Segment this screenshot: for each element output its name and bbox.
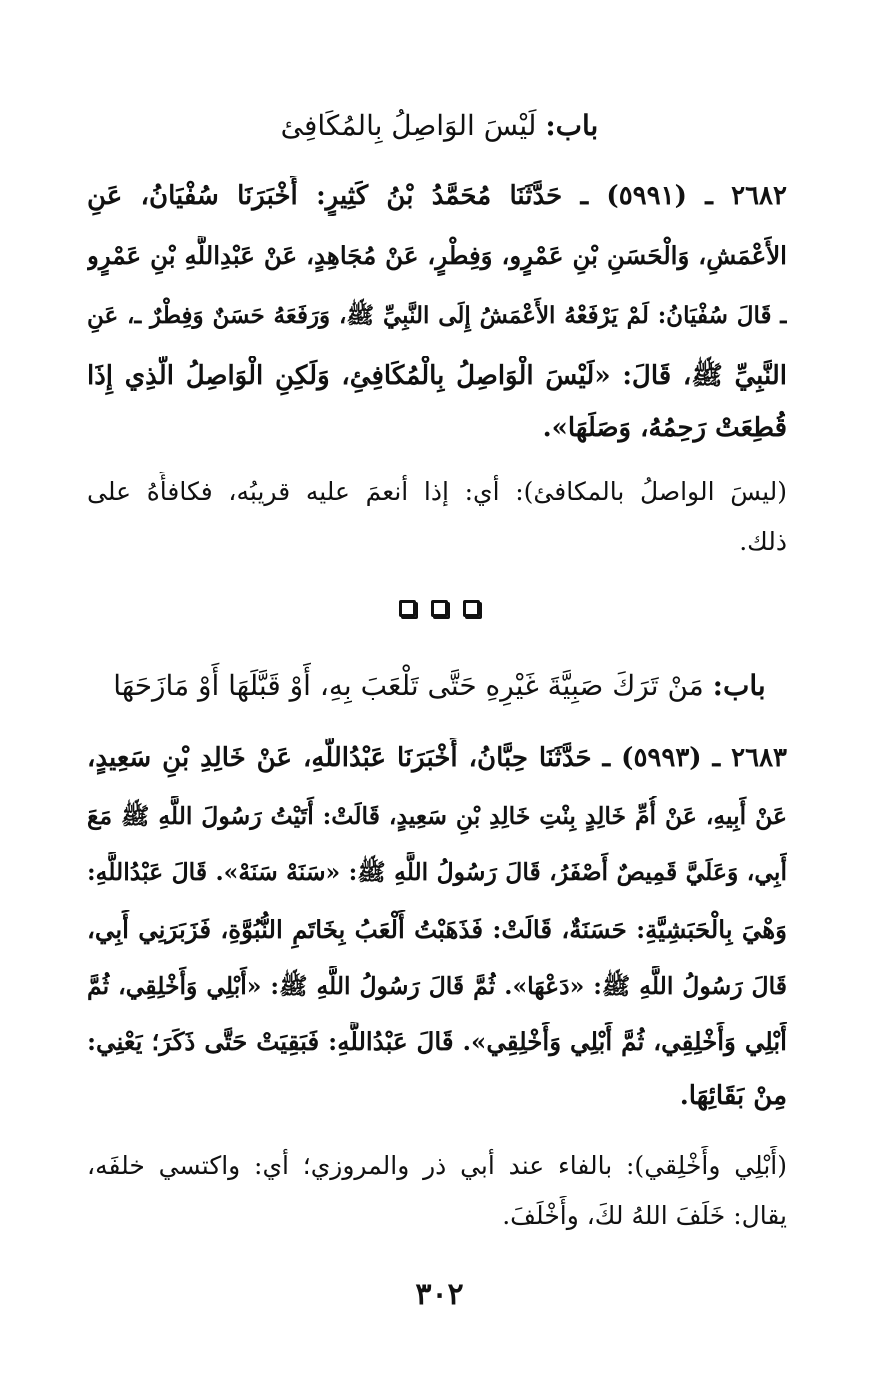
hadith-line: قَالَ رَسُولُ اللَّهِ ﷺ: «دَعْهَا». ثُمَّ قَالَ رَسُولُ اللَّهِ ﷺ: «أَبْلِي وَأَخْلِقِي، ثُمَّ [87, 972, 787, 1000]
hadith-line: مِنْ بَقَائِهَا. [679, 1081, 787, 1111]
commentary-line: ذلك. [739, 527, 787, 556]
hadith-line: ٢٦٨٢ ـ (٥٩٩١) ـ حَدَّثَنَا مُحَمَّدُ بْنُ كَثِيرٍ: أَخْبَرَنَا سُفْيَانُ، عَنِ [87, 181, 787, 211]
chapter-title: لَيْسَ الوَاصِلُ بِالمُكَافِئ [280, 109, 537, 142]
chapter-label: باب: [545, 109, 599, 142]
hadith-line: ٢٦٨٣ ـ (٥٩٩٣) ـ حَدَّثَنَا حِبَّانُ، أَخْبَرَنَا عَبْدُاللَّهِ، عَنْ خَالِدِ بْنِ سَعِيدٍ، [87, 743, 787, 773]
hadith-line: ـ قَالَ سُفْيَانُ: لَمْ يَرْفَعْهُ الأَعْمَشُ إِلَى النَّبِيِّ ﷺ، وَرَفَعَهُ حَسَنٌ وَفِطْرٌ ـ، عَنِ [87, 302, 787, 329]
section-separator [0, 600, 879, 626]
hadith-line: أَبْلِي وَأَخْلِقِي، ثُمَّ أَبْلِي وَأَخْلِقِي». قَالَ عَبْدُاللَّهِ: فَبَقِيَتْ حَتَّى ذَكَرَ؛ يَعْنِي: [87, 1027, 787, 1056]
hadith-line: الأَعْمَشِ، وَالْحَسَنِ بْنِ عَمْرٍو، وَفِطْرٍ، عَنْ مُجَاهِدٍ، عَنْ عَبْدِاللَّهِ بْنِ عَمْرٍو [87, 241, 787, 270]
page-number: ٣٠٢ [415, 1277, 464, 1312]
separator-square-icon [463, 600, 480, 617]
separator-square-icon [431, 600, 448, 617]
commentary-line: يقال: خَلَفَ اللهُ لكَ، وأَخْلَفَ. [502, 1201, 787, 1230]
chapter-heading-2 [0, 664, 879, 708]
hadith-line: النَّبِيِّ ﷺ، قَالَ: «لَيْسَ الْوَاصِلُ بِالْمُكَافِئِ، وَلَكِنِ الْوَاصِلُ الَّذِي إِذَا [87, 361, 787, 391]
hadith-line: عَنْ أَبِيهِ، عَنْ أُمِّ خَالِدٍ بِنْتِ خَالِدِ بْنِ سَعِيدٍ، قَالَتْ: أَتَيْتُ رَسُولَ اللَّهِ ﷺ مَعَ [87, 802, 787, 830]
hadith-line: أَبِي، وَعَلَيَّ قَمِيصٌ أَصْفَرُ، قَالَ رَسُولُ اللَّهِ ﷺ: «سَنَهْ سَنَهْ». قَالَ عَبْدُاللَّهِ: [87, 858, 787, 886]
chapter-title: مَنْ تَرَكَ صَبِيَّةَ غَيْرِهِ حَتَّى تَلْعَبَ بِهِ، أَوْ قَبَّلَهَا أَوْ مَازَحَهَا [113, 669, 704, 702]
chapter-label: باب: [712, 669, 766, 702]
separator-square-icon [399, 600, 416, 617]
hadith-line: وَهْيَ بِالْحَبَشِيَّةِ: حَسَنَةٌ، قَالَتْ: فَذَهَبْتُ أَلْعَبُ بِخَاتَمِ النُّبُوَّةِ، فَزَبَرَنِي أَبِي، [87, 915, 787, 944]
chapter-heading-1 [0, 104, 879, 148]
hadith-line: قُطِعَتْ رَحِمُهُ، وَصَلَهَا». [542, 413, 787, 443]
commentary-line: (ليسَ الواصلُ بالمكافئ): أي: إذا أنعمَ عليه قريبُه، فكافأَهُ على [87, 477, 787, 506]
commentary-line: (أَبْلِي وأَخْلِقي): بالفاء عند أبي ذر والمروزي؛ أي: واكتسي خلفَه، [87, 1151, 787, 1180]
